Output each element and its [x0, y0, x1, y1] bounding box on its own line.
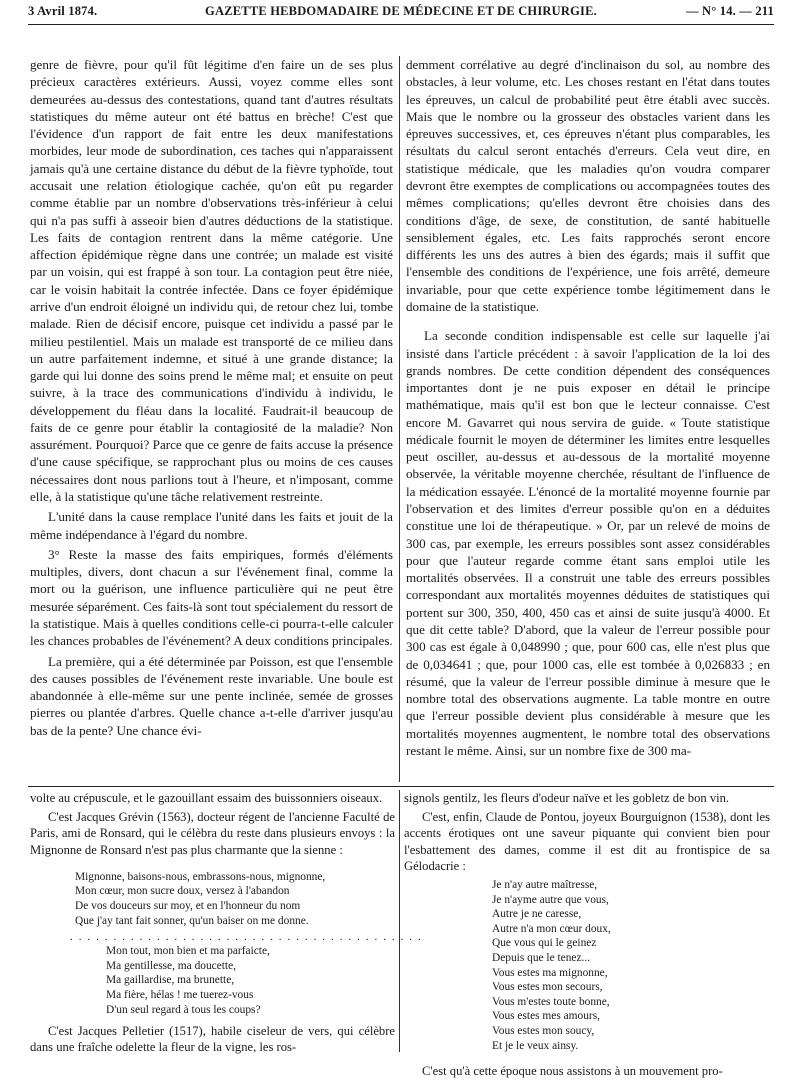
paragraph: demment corrélative au degré d'inclinaison du sol, au nombre des obstacles, à leur volume, etc. Les choses restant en l'état dans toutes les épreuves, un calcul de probabilité peut être établi avec succès. Mais que le nombre ou la grosseur des obstacles varient dans les épreuves successives, et, ces épreuves n'étant plus comparables, les résultats du calcul seront entachés d'erreurs. Cela veut dire, en statistique médicale, que les maladies qu'on voudra comparer devront être exemptes de complications ou accompagnées toutes des mêmes complications; qu'elles devront être choisies dans des conditions d'âge, de sexe, de constitution, de santé habituelle sensiblement égales, etc. Les faits rapprochés seront encore différents les uns des autres à bien des égards; mais il suffit que l'ensemble des conditions de l'expérience, une fois arrêté, demeure invariable, pour que cette expérience tombe légitimement dans le domaine de la statistique. [406, 57, 770, 314]
paragraph: C'est, enfin, Claude de Pontou, joyeux Bourguignon (1538), dont les accents érotiques ont une saveur piquante qui convient bien pour l'esbattement des dames, comme il est dit au frontispice de sa Gélodacrie : [404, 810, 770, 873]
paragraph: C'est qu'à cette époque nous assistons à un mouvement pro- [422, 1064, 723, 1079]
poem-line: Ma gentillesse, ma doucette, [106, 959, 237, 972]
poem-line: Depuis que le tenez... [492, 951, 591, 964]
poem-line: Ma gaillardise, ma brunette, [106, 974, 235, 987]
poem-line: Je n'ayme autre que vous, [492, 893, 609, 906]
paragraph: volte au crépuscule, et le gazouillant essaim des buissonniers oiseaux. [30, 791, 383, 805]
article-column-left [30, 56, 393, 739]
paragraph: C'est Jacques Grévin (1563), docteur régent de l'ancienne Faculté de Paris, ami de Ronsard, qui le célèbra du reste dans plusieurs envoys : la Mignonne de Ronsard n'est pas plus charmante que la sienne : [30, 810, 395, 857]
column-divider [399, 56, 400, 782]
poem-line: De vos douceurs sur moy, et en l'honneur du nom [75, 900, 301, 912]
poem-line: Je n'ay autre maîtresse, [492, 879, 598, 892]
paragraph: signols gentilz, les fleurs d'odeur naïve et les gobletz de bon vin. [404, 791, 730, 805]
poem-line: Mon cœur, mon sucre doux, versez à l'abandon [75, 885, 290, 898]
poem-line: Vous m'estes toute bonne, [492, 995, 610, 1008]
poem-line: Que j'ay tant fait sonner, qu'un baiser on me donne. [75, 914, 309, 927]
header-date: 3 Avril 1874. [28, 4, 98, 18]
header-rule [28, 24, 774, 25]
paragraph: genre de fièvre, pour qu'il fût légitime d'en faire un de ses plus précieux caractères extérieurs. Aussi, voyez comme elles sont demeurées au-dessus des contestations, quand tant d'autres résultats statistiques du même auteur ont été battus en brèche! C'est que l'évidence d'un rapport de fait entre les deux manifestations morbides, leur mode de subordination, ces taches qui n'apparaissent jamais qu'à une certaine distance du début de la fièvre typhoïde, tout accusait une relation étiologique cachée, qu'on eût pu regarder comme établie par un nombre d'observations très-inférieur à celui qui n'a pas suffi à asseoir bien d'autres déductions de la statistique. Les faits de contagion rentrent dans la même catégorie. Une affection épidémique règne dans une contrée; un malade est visité par un voisin, qui est frappé à son tour. La contagion peut être niée, car le voisin habitait la contrée infectée. Dans ce foyer épidémique arrive d'un endroit éloigné un individu qui, de retour chez lui, tombe malade. Rien de décisif encore, puisque cet individu a passé par le milieu pestilentiel. Mais un malade est transporté de ce milieu dans un autre parfaitement indemne, et situé à une grande distance; la garde qui lui donne des soins prend le même mal; et ensuite on peut suivre, à la trace des communications d'individu à individu, le développement du fléau dans la localité. Faudrait-il beaucoup de faits de ce genre pour établir la contagiosité de la maladie? Non assurément. Pourquoi? Parce que ce genre de faits accuse la présence d'une cause spécifique, se rapprochant plus ou moins de ces causes nécessaires dont nous parlions tout à l'heure, et n'imposant, comme elle, à la statistique qu'une tâche relativement restreinte. [30, 57, 393, 505]
feuilleton-rule [28, 786, 774, 787]
header-issue-number: — N° 14. — 211 [685, 4, 774, 18]
paragraph: 3° Reste la masse des faits empiriques, formés d'éléments multiples, divers, dont chacun a sur l'événement final, comme la mort ou la guérison, une influence particulière qui ne peut être mesurée séparément. Ces faits-là sont tout spécialement du ressort de la statistique. Mais à quelles conditions celle-ci pourra-t-elle calculer les chances probables de l'événement? A deux conditions principales. [30, 546, 393, 649]
poem-stanza [106, 944, 395, 1017]
paragraph: La seconde condition indispensable est celle sur laquelle j'ai insisté dans l'article précédent : à savoir l'application de la loi des grands nombres. De cette condition dépendent des conséquences importantes dont je ne puis exposer en détail le principe mathématique, mais qu'il est bon que le lecteur connaisse. C'est encore M. Gavarret qui nous servira de guide. « Toute statistique médicale fournit le moyen de déterminer les limites entre lesquelles peut osciller, au-dessus et au-dessous de la mortalité moyenne observée, la véritable moyenne cherchée, résultant de l'influence de la médication essayée. L'énoncé de la mortalité moyenne fournie par l'observation et des limites d'erreur possible qu'on en a déduites constitue une loi de thérapeutique. » Or, par un relevé de moins de 300 cas, par exemple, les erreurs possibles sont assez considérables pour que l'auteur regarde comme étant sans emploi utile les mortalités observées. Il a construit une table des erreurs possibles correspondant aux mortalités moyennes déduites de statistiques qui portent sur 300, 350, 400, 450 cas et ainsi de suite jusqu'à 4000. Et que dit cette table? D'abord, que la valeur de l'erreur possible pour 300 cas est égale à 0,048990 ; que, pour 600 cas, elle n'est plus que de 0,034641 ; que, pour 1000 cas, elle est tombée à 0,026833 ; en résumé, que la valeur de l'erreur possible diminue à mesure que le nombre total des observations augmente. La table montre en outre que l'erreur possible devient plus considérable à mesure que les mortalités moyennes augmentent, le nombre total des observations restant le même. Ainsi, sur un nombre fixe de 300 ma- [406, 328, 770, 758]
poem-line: Autre je ne caresse, [492, 908, 582, 921]
paragraph: L'unité dans la cause remplace l'unité dans les faits et jouit de la même indépendance à l'égard du nombre. [30, 509, 393, 542]
poem-line: Que vous qui le geinez [492, 937, 597, 950]
poem-line: Ma fière, hélas ! me tuerez-vous [106, 988, 254, 1001]
poem-line: Mignonne, baisons-nous, embrassons-nous, mignonne, [75, 870, 326, 883]
poem-line: Vous estes ma mignonne, [492, 966, 608, 979]
poem-stanza [75, 870, 395, 928]
poem-line: Autre n'a mon cœur doux, [492, 922, 611, 935]
column-divider [399, 790, 400, 1052]
feuilleton-column-left [30, 790, 423, 1056]
header-title: GAZETTE HEBDOMADAIRE DE MÉDECINE ET DE CHIRURGIE. [205, 4, 597, 18]
running-header [28, 4, 774, 26]
article-column-right [406, 56, 770, 759]
paragraph: C'est Jacques Pelletier (1517), habile ciseleur de vers, qui célèbre dans une fraîche odelette la fleur de la vigne, les ros- [30, 1024, 395, 1055]
paragraph: La première, qui a été déterminée par Poisson, est que l'ensemble des causes possibles de l'événement reste invariable. Une boule est abandonnée à elle-même sur une pente inclinée, semée de grosses pierres ou plantée d'arbres. Quelle chance a-t-elle d'arriver jusqu'au bas de la pente? Une chance évi- [30, 653, 393, 738]
feuilleton-column-right [404, 790, 770, 1079]
poem-line: Vous estes mon soucy, [492, 1024, 595, 1037]
ellipsis-row: . . . . . . . . . . . . . . . . . . . . . . . . . . . . . . . . . . . . . . . . . [70, 931, 423, 944]
poem-line: Vous estes mon secours, [492, 981, 603, 994]
poem-line: D'un seul regard à tous les coups? [106, 1003, 261, 1016]
poem-stanza [492, 878, 770, 1053]
poem-line: Vous estes mes amours, [492, 1010, 600, 1023]
poem-line: Mon tout, mon bien et ma parfaicte, [106, 945, 270, 958]
poem-line: Et je le veux ainsy. [492, 1039, 579, 1052]
